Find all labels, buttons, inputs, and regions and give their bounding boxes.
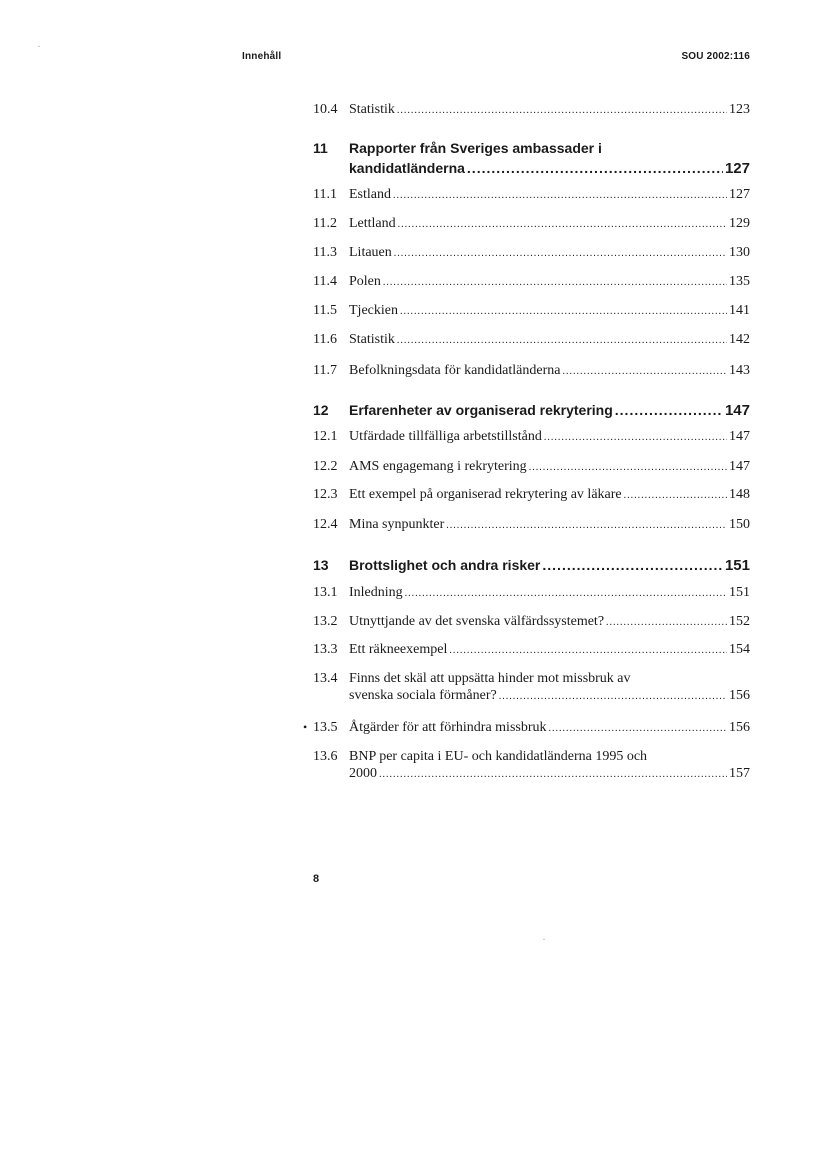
toc-entry [313,101,750,119]
toc-entry [313,613,750,631]
toc-entry [313,186,750,204]
toc-number: 11.2 [313,216,337,231]
dot-leader [542,555,723,575]
toc-number: 11 [313,140,328,156]
dot-leader [400,303,727,320]
toc-entry [313,458,750,476]
toc-number: 10.4 [313,102,338,117]
toc-page-number: 147 [729,459,750,474]
dot-leader [615,400,723,420]
toc-number: 13.6 [313,749,338,764]
toc-page-number: 127 [729,187,750,202]
toc-page-number: 143 [729,363,750,378]
toc-entry [313,516,750,534]
toc-title: 2000 [349,766,377,781]
dot-leader [499,688,727,705]
toc-title: BNP per capita i EU- och kandidatländerna 1995 och [349,749,648,764]
dot-leader [383,274,727,291]
toc-number: 11.4 [313,274,337,289]
toc-chapter [313,138,750,179]
toc-entry [313,244,750,262]
toc-title: Utfärdade tillfälliga arbetstillstånd [349,429,542,444]
toc-page-number: 130 [729,245,750,260]
dot-leader [397,332,727,349]
toc-title: Statistik [349,102,395,117]
dot-leader [549,720,728,737]
toc-title: Befolkningsdata för kandidatländerna [349,363,561,378]
toc-title: Ett räkneexempel [349,642,448,657]
toc-number: 13.3 [313,642,338,657]
toc-entry [313,641,750,659]
toc-title: Lettland [349,216,396,231]
toc-title: Erfarenheter av organiserad rekrytering [349,402,613,418]
toc-title: Rapporter från Sveriges ambassader i [349,140,602,156]
dot-leader [405,585,727,602]
toc-number: 13.1 [313,585,338,600]
toc-number: 13.4 [313,671,338,686]
toc-number: 11.1 [313,187,337,202]
toc-entry [313,273,750,291]
toc-number: 12 [313,402,329,418]
dot-leader [449,642,727,659]
dot-leader [397,102,727,119]
toc-title: Utnyttjande av det svenska välfärdssystemet? [349,614,605,629]
dot-leader [606,614,727,631]
page-number: 8 [313,873,320,885]
toc-page-number: 135 [729,274,750,289]
toc-entry [303,719,750,737]
toc-chapter [313,555,750,576]
toc-page-number: 156 [729,720,750,735]
toc-title: Mina synpunkter [349,517,445,532]
toc-entry [313,302,750,320]
toc-page-number: 157 [729,766,750,781]
dot-leader [529,459,727,476]
toc-entry [313,748,750,783]
dot-leader [544,429,727,446]
running-header-left: Innehåll [242,51,282,62]
toc-number: 11.3 [313,245,337,260]
toc-page-number: 141 [729,303,750,318]
toc-page-number: 152 [729,614,750,629]
dot-leader [394,245,727,262]
toc-entry [313,486,750,504]
toc-number: 12.3 [313,487,338,502]
toc-page-number: 151 [729,585,750,600]
toc-page-number: 123 [729,102,750,117]
toc-title: Tjeckien [349,303,398,318]
dot-leader [562,363,727,380]
toc-page-number: 127 [724,160,750,177]
toc-entry [313,670,750,705]
toc-entry [313,331,750,349]
toc-page-number: 148 [729,487,750,502]
toc-number: 13.2 [313,614,338,629]
toc-number: 11.7 [313,363,337,378]
toc-title: Åtgärder för att förhindra missbruk [349,720,547,735]
toc-entry [313,428,750,446]
dot-leader [467,158,723,178]
scan-speck [38,46,40,47]
toc-page-number: 151 [724,557,750,574]
toc-page-number: 129 [729,216,750,231]
toc-number: 11.6 [313,332,337,347]
toc-page-number: 156 [729,688,750,703]
toc-number: 12.4 [313,517,338,532]
toc-page-number: 154 [729,642,750,657]
toc-title: AMS engagemang i rekrytering [349,459,527,474]
toc-number: 12.1 [313,429,338,444]
toc-title: Finns det skäl att uppsätta hinder mot missbruk av [349,671,631,686]
dot-leader [624,487,727,504]
toc-title: Inledning [349,585,403,600]
toc-number: 13.5 [313,720,338,735]
toc-number: 13 [313,557,329,573]
running-header-right: SOU 2002:116 [681,51,750,62]
toc-page-number: 147 [724,402,750,419]
dot-leader [379,766,727,783]
scan-speck [543,939,545,940]
toc-entry [313,362,750,380]
toc-page-number: 147 [729,429,750,444]
bullet-mark: • [303,720,308,734]
toc-title: svenska sociala förmåner? [349,688,497,703]
toc-page-number: 142 [729,332,750,347]
toc-title: Estland [349,187,391,202]
toc-title: Litauen [349,245,392,260]
toc-number: 11.5 [313,303,337,318]
dot-leader [398,216,727,233]
toc-title: Statistik [349,332,395,347]
dot-leader [393,187,727,204]
toc-title: Brottslighet och andra risker [349,557,541,573]
toc-chapter [313,400,750,421]
dot-leader [446,517,727,534]
toc-title: Polen [349,274,381,289]
toc-entry [313,584,750,602]
toc-entry [313,215,750,233]
toc-page-number: 150 [729,517,750,532]
toc-number: 12.2 [313,459,338,474]
toc-title: Ett exempel på organiserad rekrytering av läkare [349,487,622,502]
toc-title: kandidatländerna [349,160,465,176]
